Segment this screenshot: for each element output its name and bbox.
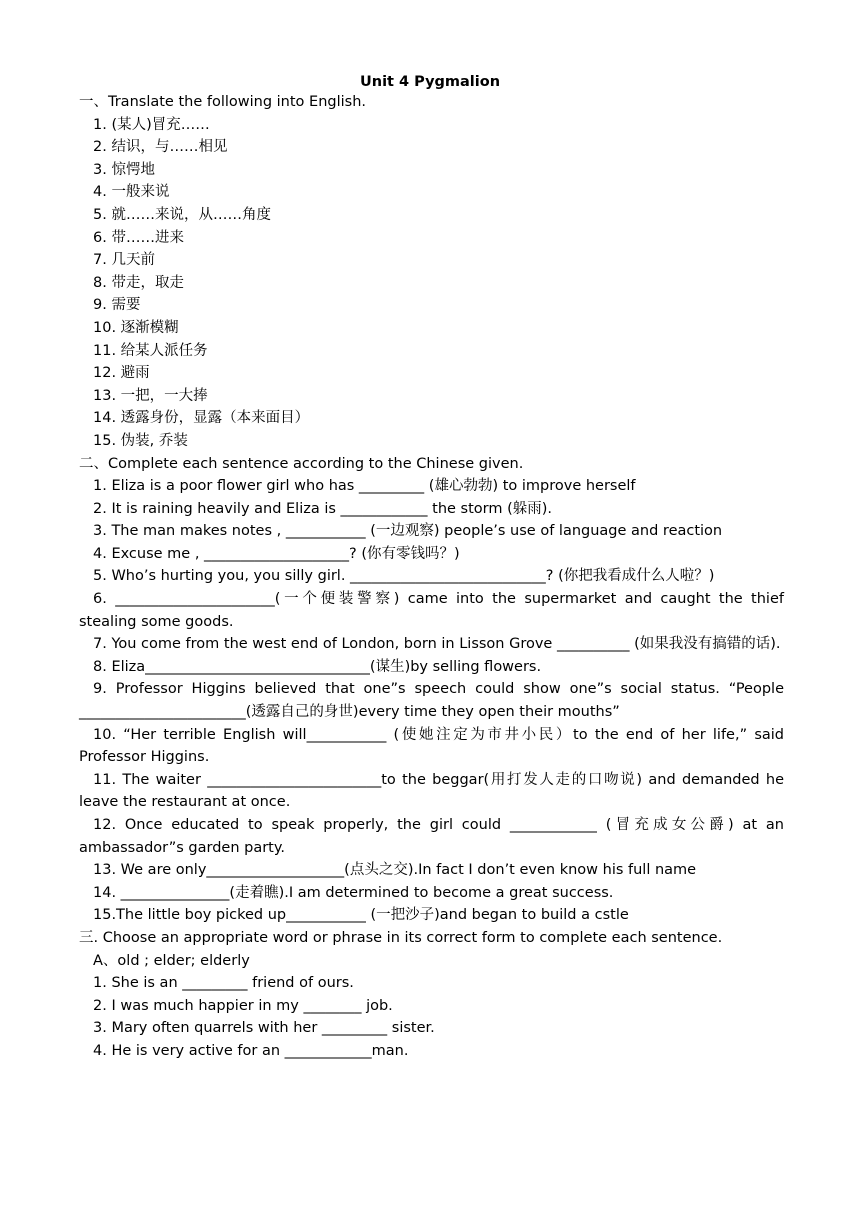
worksheet-body [79,91,784,1063]
s3-item-4: 4. He is very active for an ____________man. [93,1042,409,1059]
s1-item-5: 5. 就……来说，从……角度 [93,206,271,223]
section2-heading: 二、Complete each sentence according to the Chinese given. [79,455,524,472]
s2-item-9: 9. Professor Higgins believed that one”s speech could show one”s social status. “People _______________________(透露自己的身世)every time they open their mouths” [79,681,784,721]
s1-item-13: 13. 一把，一大捧 [93,387,208,404]
s1-item-11: 11. 给某人派任务 [93,342,208,359]
section3-heading: 三. Choose an appropriate word or phrase in its correct form to complete each sentence. [79,929,723,946]
s2-item-10: 10. “Her terrible English will___________ (使她注定为市井小民）to the end of her life,” said Professor Higgins. [79,726,784,766]
s2-item-14: 14. _______________(走着瞧).I am determined to become a great success. [93,884,614,901]
s3-item-2: 2. I was much happier in my ________ job. [93,997,393,1014]
section1-heading: 一、Translate the following into English. [79,94,366,110]
s3-item-3: 3. Mary often quarrels with her _________ sister. [93,1020,435,1037]
s2-item-2: 2. It is raining heavily and Eliza is ____________ the storm (躲雨). [93,500,553,517]
s1-item-4: 4. 一般来说 [93,184,170,201]
s2-item-7: 7. You come from the west end of London, born in Lisson Grove __________ (如果我没有搞错的话). [93,636,781,653]
s3-item-1: 1. She is an _________ friend of ours. [93,975,354,992]
s1-item-12: 12. 避雨 [93,365,150,382]
s2-item-6: 6. ______________________(一个便装警察) came into the supermarket and caught the thief stealing some goods. [79,591,784,630]
s2-item-4: 4. Excuse me , ____________________? (你有零钱吗？) [93,545,460,562]
s1-item-2: 2. 结识，与……相见 [93,139,228,156]
s3-group-a: A、old ; elder; elderly [93,952,250,969]
s1-item-15: 15. 伪装, 乔装 [93,432,188,449]
s2-item-13: 13. We are only___________________(点头之交).In fact I don’t even know his full name [93,862,697,879]
s2-item-5: 5. Who’s hurting you, you silly girl. ___________________________? (你把我看成什么人啦？) [93,568,715,585]
s1-item-7: 7. 几天前 [93,252,155,269]
s1-item-8: 8. 带走，取走 [93,274,184,291]
s2-item-3: 3. The man makes notes , ___________ (一边观察) people’s use of language and reaction [93,523,723,540]
s1-item-10: 10. 逐渐模糊 [93,319,179,336]
s2-item-1: 1. Eliza is a poor flower girl who has _________ (雄心勃勃) to improve herself [93,478,636,495]
s2-item-11: 11. The waiter ________________________to the beggar(用打发人走的口吻说) and demanded he leave the restaurant at once. [79,771,784,811]
s1-item-14: 14. 透露身份，显露（本来面目） [93,410,310,427]
s1-item-1: 1. (某人)冒充…… [93,116,210,133]
s2-item-15: 15.The little boy picked up___________ (一把沙子)and began to build a cstle [93,907,629,924]
s2-item-8: 8. Eliza_______________________________(谋生)by selling flowers. [93,658,542,675]
s1-item-9: 9. 需要 [93,297,141,314]
s2-item-12: 12. Once educated to speak properly, the girl could ____________ (冒充成女公爵) at an ambassador”s garden party. [79,817,784,856]
s1-item-3: 3. 惊愕地 [93,161,155,178]
s1-item-6: 6. 带……进来 [93,229,184,246]
page-title: Unit 4 Pygmalion [359,74,501,90]
